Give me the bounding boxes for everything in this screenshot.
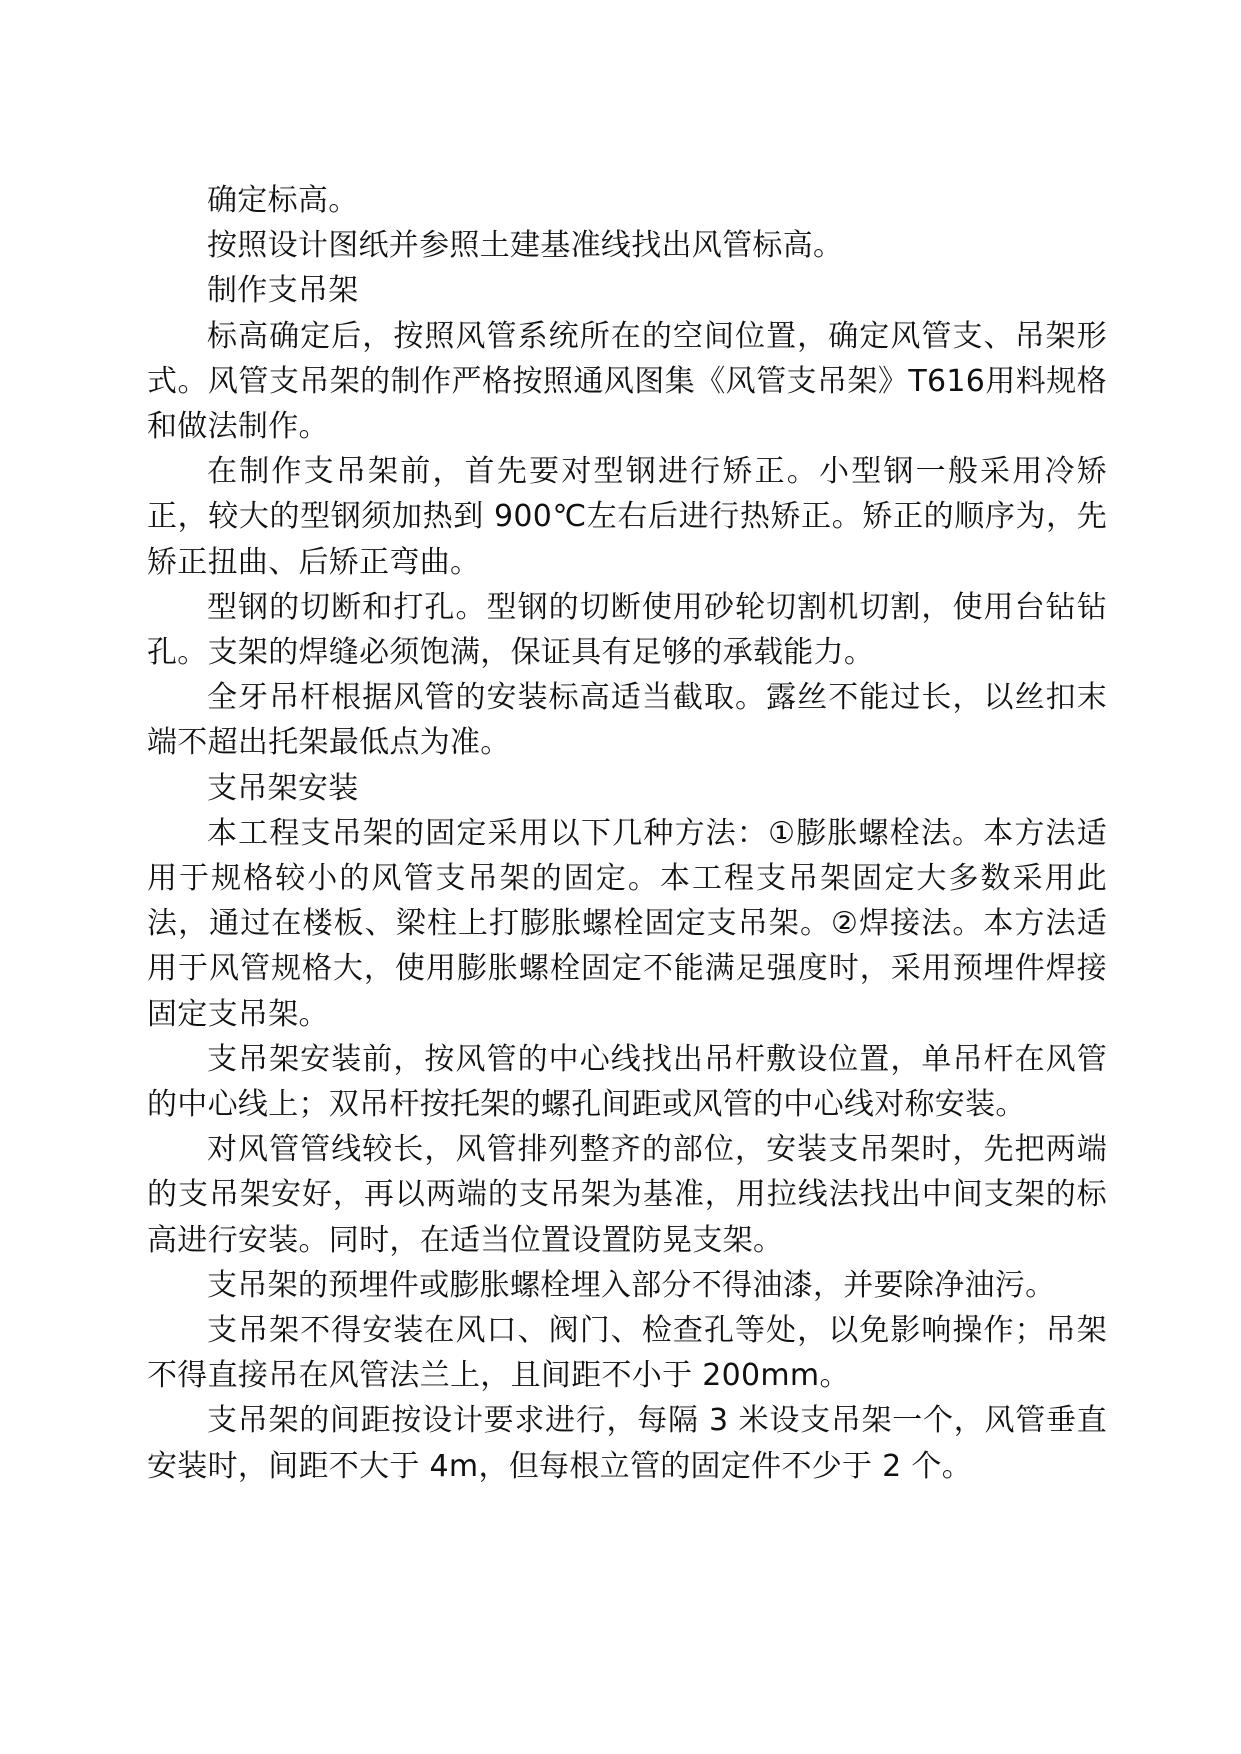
paragraph: 全牙吊杆根据风管的安装标高适当截取。露丝不能过长，以丝扣末端不超出托架最低点为准。 bbox=[147, 680, 1107, 761]
paragraph-heading: 制作支吊架 bbox=[207, 273, 359, 309]
paragraph: 在制作支吊架前，首先要对型钢进行矫正。小型钢一般采用冷矫正，较大的型钢须加热到 900℃左右后进行热矫正。矫正的顺序为，先矫正扭曲、后矫正弯曲。 bbox=[147, 454, 1107, 580]
paragraph: 支吊架安装前，按风管的中心线找出吊杆敷设位置，单吊杆在风管的中心线上；双吊杆按托架的螺孔间距或风管的中心线对称安装。 bbox=[147, 1041, 1107, 1123]
paragraph: 对风管管线较长，风管排列整齐的部位，安装支吊架时，先把两端的支吊架安好，再以两端的支吊架为基准，用拉线法找出中间支架的标高进行安装。同时，在适当位置设置防晃支架。 bbox=[147, 1132, 1107, 1258]
paragraph: 型钢的切断和打孔。型钢的切断使用砂轮切割机切割，使用台钻钻孔。支架的焊缝必须饱满，保证具有足够的承载能力。 bbox=[147, 589, 1107, 671]
paragraph: 支吊架的预埋件或膨胀螺栓埋入部分不得油漆，并要除净油污。 bbox=[207, 1267, 1056, 1303]
paragraph: 标高确定后，按照风管系统所在的空间位置，确定风管支、吊架形式。风管支吊架的制作严格按照通风图集《风管支吊架》T616用料规格和做法制作。 bbox=[147, 318, 1107, 445]
paragraph: 支吊架不得安装在风口、阀门、检查孔等处，以免影响操作；吊架不得直接吊在风管法兰上，且间距不小于 200mm。 bbox=[147, 1313, 1107, 1394]
paragraph: 按照设计图纸并参照土建基准线找出风管标高。 bbox=[207, 228, 844, 264]
paragraph: 本工程支吊架的固定采用以下几种方法：①膨胀螺栓法。本方法适用于规格较小的风管支吊架的固定。本工程支吊架固定大多数采用此法，通过在楼板、梁柱上打膨胀螺栓固定支吊架。②焊接法。本方法适用于风管规格大，使用膨胀螺栓固定不能满足强度时，采用预埋件焊接固定支吊架。 bbox=[147, 815, 1107, 1032]
document-body bbox=[147, 178, 1107, 1489]
paragraph: 支吊架的间距按设计要求进行，每隔 3 米设支吊架一个，风管垂直安装时，间距不大于 4m，但每根立管的固定件不少于 2 个。 bbox=[147, 1403, 1107, 1484]
paragraph-heading: 确定标高。 bbox=[207, 183, 359, 218]
paragraph-heading: 支吊架安装 bbox=[207, 770, 359, 806]
